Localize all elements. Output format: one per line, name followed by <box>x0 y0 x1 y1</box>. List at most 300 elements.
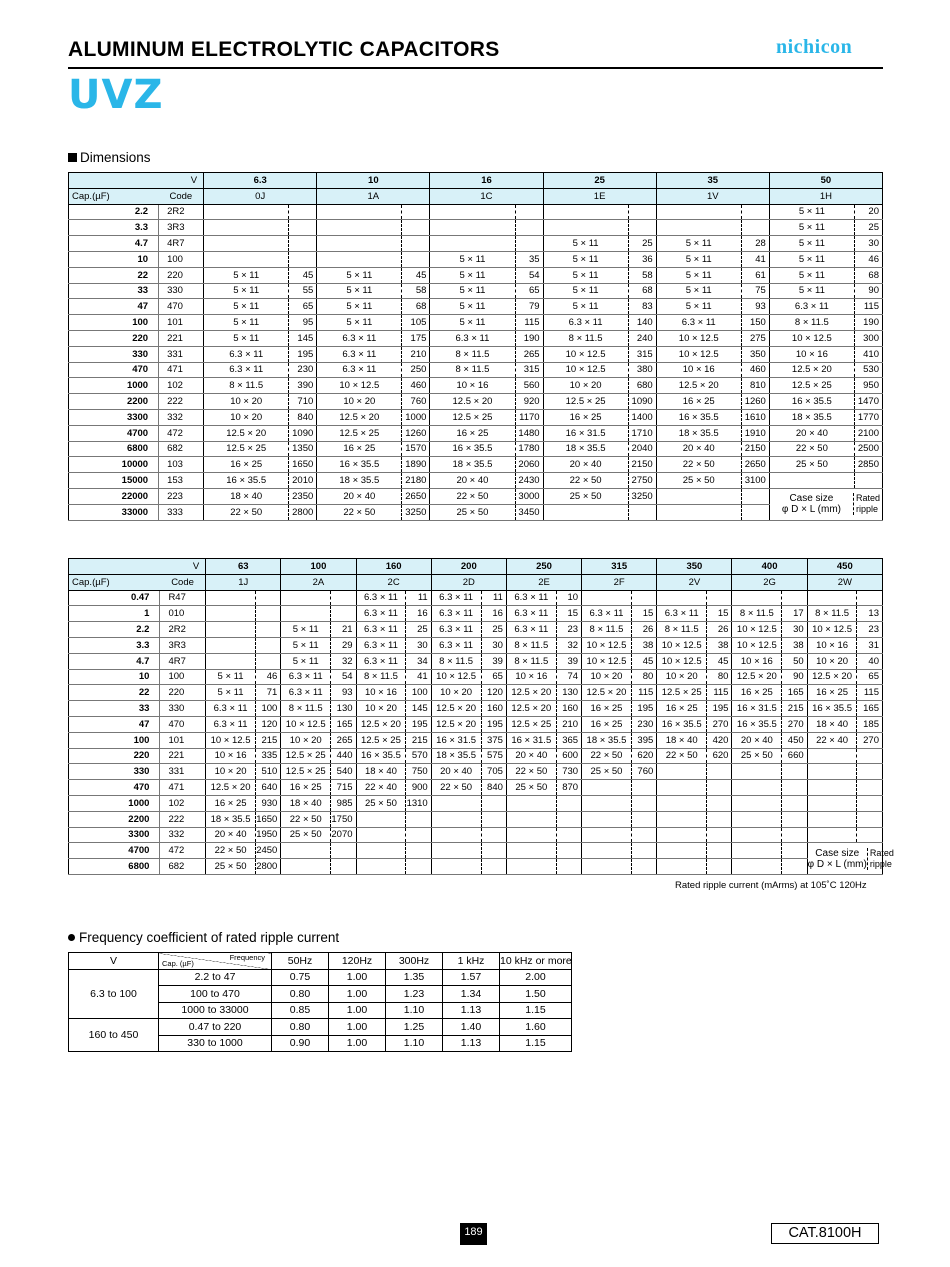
ripple-cell <box>631 811 656 827</box>
code-cell: 220 <box>159 267 204 283</box>
catalog-number: CAT.8100H <box>771 1223 879 1244</box>
case-size-cell <box>657 590 707 606</box>
case-size-cell: 10 × 20 <box>204 394 289 410</box>
case-size-cell <box>281 590 331 606</box>
case-size-cell: 5 × 11 <box>430 299 515 315</box>
code-cell: 010 <box>160 606 206 622</box>
ripple-cell <box>406 859 431 875</box>
ripple-cell: 2800 <box>255 859 280 875</box>
ripple-cell: 115 <box>707 685 732 701</box>
ripple-cell: 39 <box>556 653 581 669</box>
table-row <box>69 843 883 859</box>
case-size-cell <box>317 236 402 252</box>
ripple-cell: 1350 <box>289 441 317 457</box>
case-size-cell <box>204 204 289 220</box>
voltage-header: 450 <box>807 559 882 575</box>
case-size-cell: 10 × 20 <box>281 732 331 748</box>
freq-header: 120Hz <box>329 953 386 970</box>
case-size-cell: 5 × 11 <box>656 299 741 315</box>
capacitance-cell: 47 <box>69 299 159 315</box>
case-size-cell <box>657 827 707 843</box>
case-size-cell <box>769 473 854 489</box>
case-size-cell: 22 × 50 <box>204 504 289 520</box>
ripple-cell: 420 <box>707 732 732 748</box>
capacitance-cell: 10000 <box>69 457 159 473</box>
case-size-cell: 12.5 × 20 <box>769 362 854 378</box>
ripple-cell: 75 <box>741 283 769 299</box>
legend-case-label: Case size <box>815 847 860 859</box>
case-size-cell: 25 × 50 <box>543 488 628 504</box>
ripple-cell: 3450 <box>515 504 543 520</box>
voltage-range-cell: 160 to 450 <box>69 1019 159 1052</box>
case-size-cell: 16 × 31.5 <box>506 732 556 748</box>
ripple-cell: 39 <box>481 653 506 669</box>
case-size-cell: 16 × 31.5 <box>543 425 628 441</box>
ripple-cell: 575 <box>481 748 506 764</box>
case-size-cell <box>807 795 857 811</box>
case-size-cell <box>206 606 256 622</box>
table-row <box>69 780 883 796</box>
ripple-cell: 115 <box>631 685 656 701</box>
ripple-cell: 1710 <box>628 425 656 441</box>
ripple-cell: 38 <box>631 637 656 653</box>
ripple-cell <box>631 859 656 875</box>
case-size-cell: 18 × 40 <box>204 488 289 504</box>
capacitance-cell: 470 <box>69 780 160 796</box>
ripple-cell: 930 <box>255 795 280 811</box>
ripple-cell: 240 <box>628 330 656 346</box>
ripple-cell: 380 <box>628 362 656 378</box>
ripple-cell: 3250 <box>402 504 430 520</box>
case-size-cell <box>807 748 857 764</box>
voltage-code: 2E <box>506 574 581 590</box>
ripple-cell: 65 <box>481 669 506 685</box>
capacitance-cell: 22 <box>69 685 160 701</box>
case-size-cell: 18 × 40 <box>281 795 331 811</box>
table-row <box>69 409 883 425</box>
ripple-cell: 140 <box>628 315 656 331</box>
capacitance-cell: 330 <box>69 764 160 780</box>
capacitance-cell: 3.3 <box>69 637 160 653</box>
table-row <box>69 362 883 378</box>
ripple-cell: 13 <box>857 606 883 622</box>
case-size-cell <box>506 843 556 859</box>
ripple-cell: 195 <box>707 701 732 717</box>
case-size-cell <box>657 780 707 796</box>
case-size-cell: 20 × 40 <box>769 425 854 441</box>
ripple-cell <box>289 204 317 220</box>
code-cell: 332 <box>160 827 206 843</box>
ripple-cell: 640 <box>255 780 280 796</box>
ripple-cell: 2650 <box>741 457 769 473</box>
case-size-cell: 10 × 12.5 <box>317 378 402 394</box>
ripple-cell: 230 <box>289 362 317 378</box>
ripple-cell: 45 <box>631 653 656 669</box>
table-row <box>69 764 883 780</box>
voltage-header: 160 <box>356 559 431 575</box>
ripple-cell: 350 <box>741 346 769 362</box>
ripple-cell <box>255 637 280 653</box>
ripple-cell: 79 <box>515 299 543 315</box>
table-row <box>69 394 883 410</box>
ripple-cell <box>782 764 807 780</box>
case-size-cell: 8 × 11.5 <box>543 330 628 346</box>
table-row <box>69 315 883 331</box>
ripple-cell: 30 <box>481 637 506 653</box>
ripple-cell <box>406 811 431 827</box>
ripple-cell <box>331 843 356 859</box>
ripple-note: Rated ripple current (mArms) at 105˚C 120Hz <box>675 880 867 891</box>
cap-range-cell: 1000 to 33000 <box>159 1002 272 1019</box>
ripple-cell: 1090 <box>628 394 656 410</box>
ripple-cell: 165 <box>782 685 807 701</box>
case-size-cell: 12.5 × 25 <box>657 685 707 701</box>
ripple-cell <box>515 236 543 252</box>
ripple-cell <box>481 827 506 843</box>
ripple-cell: 2500 <box>854 441 882 457</box>
table-row <box>69 346 883 362</box>
code-cell: 472 <box>160 843 206 859</box>
case-size-cell <box>506 795 556 811</box>
code-cell: 101 <box>159 315 204 331</box>
case-size-cell: 22 × 50 <box>582 748 632 764</box>
table-row <box>69 299 883 315</box>
case-size-cell: 8 × 11.5 <box>506 653 556 669</box>
case-size-cell: 12.5 × 25 <box>317 425 402 441</box>
case-size-cell: 12.5 × 25 <box>543 394 628 410</box>
ripple-cell: 20 <box>854 204 882 220</box>
code-cell: 331 <box>160 764 206 780</box>
case-size-cell <box>656 488 741 504</box>
code-cell: 102 <box>160 795 206 811</box>
case-size-cell: 10 × 12.5 <box>431 669 481 685</box>
ripple-cell: 190 <box>515 330 543 346</box>
case-size-cell: 12.5 × 25 <box>430 409 515 425</box>
case-size-cell: 5 × 11 <box>281 653 331 669</box>
capacitance-cell: 22000 <box>69 488 159 504</box>
ripple-cell: 215 <box>406 732 431 748</box>
ripple-cell: 900 <box>406 780 431 796</box>
case-size-cell <box>657 843 707 859</box>
ripple-cell <box>707 859 732 875</box>
ripple-cell: 375 <box>481 732 506 748</box>
ripple-cell: 195 <box>481 716 506 732</box>
voltage-header: 250 <box>506 559 581 575</box>
coefficient-cell: 1.25 <box>386 1019 443 1036</box>
ripple-cell: 1610 <box>741 409 769 425</box>
case-size-cell: 6.3 × 11 <box>431 622 481 638</box>
ripple-cell: 120 <box>255 716 280 732</box>
ripple-cell: 1770 <box>854 409 882 425</box>
table-row <box>69 378 883 394</box>
freq-header: 10 kHz or more <box>500 953 572 970</box>
ripple-cell: 105 <box>402 315 430 331</box>
case-size-cell <box>543 220 628 236</box>
ripple-cell: 1260 <box>741 394 769 410</box>
ripple-cell <box>782 827 807 843</box>
case-size-cell <box>656 504 741 520</box>
case-size-cell: 8 × 11.5 <box>204 378 289 394</box>
ripple-cell: 93 <box>331 685 356 701</box>
case-size-cell: 8 × 11.5 <box>431 653 481 669</box>
ripple-cell: 1000 <box>402 409 430 425</box>
ripple-cell: 3000 <box>515 488 543 504</box>
case-size-cell: 5 × 11 <box>543 251 628 267</box>
legend-ripple <box>853 493 882 515</box>
case-size-cell: 10 × 20 <box>807 653 857 669</box>
case-size-cell: 6.3 × 11 <box>582 606 632 622</box>
case-size-legend <box>769 488 882 520</box>
ripple-cell: 25 <box>628 236 656 252</box>
table-row <box>69 251 883 267</box>
ripple-cell: 195 <box>289 346 317 362</box>
table-row <box>69 748 883 764</box>
case-size-cell <box>281 859 331 875</box>
case-size-cell: 10 × 12.5 <box>543 346 628 362</box>
case-size-cell <box>431 811 481 827</box>
capacitance-cell: 330 <box>69 346 159 362</box>
ripple-cell: 215 <box>255 732 280 748</box>
capacitance-cell: 4700 <box>69 425 159 441</box>
case-size-cell: 10 × 12.5 <box>657 653 707 669</box>
ripple-cell <box>331 859 356 875</box>
cap-range-cell: 0.47 to 220 <box>159 1019 272 1036</box>
ripple-cell: 190 <box>854 315 882 331</box>
ripple-cell: 315 <box>628 346 656 362</box>
ripple-cell <box>255 622 280 638</box>
case-size-cell: 12.5 × 25 <box>281 748 331 764</box>
ripple-cell: 3250 <box>628 488 656 504</box>
ripple-cell <box>628 204 656 220</box>
ripple-cell: 100 <box>255 701 280 717</box>
code-cell: 333 <box>159 504 204 520</box>
case-size-cell: 25 × 50 <box>206 859 256 875</box>
case-size-cell <box>281 606 331 622</box>
code-header-row <box>69 188 883 204</box>
ripple-cell: 41 <box>741 251 769 267</box>
ripple-cell: 38 <box>707 637 732 653</box>
voltage-code: 2A <box>281 574 356 590</box>
ripple-cell <box>628 504 656 520</box>
ripple-cell <box>741 220 769 236</box>
ripple-cell <box>707 827 732 843</box>
code-cell: 100 <box>159 251 204 267</box>
ripple-cell: 25 <box>854 220 882 236</box>
freq-row <box>69 969 572 986</box>
case-size-cell <box>582 859 632 875</box>
case-size-cell <box>356 843 406 859</box>
capacitance-cell: 3300 <box>69 409 159 425</box>
code-cell: 330 <box>159 283 204 299</box>
ripple-cell: 1570 <box>402 441 430 457</box>
ripple-cell: 31 <box>857 637 883 653</box>
capacitance-cell: 22 <box>69 267 159 283</box>
freq-header-row <box>69 953 572 970</box>
case-size-cell: 10 × 12.5 <box>543 362 628 378</box>
capacitance-cell: 220 <box>69 748 160 764</box>
capacitance-cell: 33 <box>69 701 160 717</box>
capacitance-cell: 100 <box>69 732 160 748</box>
case-size-cell: 22 × 50 <box>281 811 331 827</box>
case-size-cell: 25 × 50 <box>732 748 782 764</box>
ripple-cell: 265 <box>331 732 356 748</box>
capacitance-cell: 2200 <box>69 394 159 410</box>
case-size-cell: 12.5 × 20 <box>807 669 857 685</box>
ripple-cell: 74 <box>556 669 581 685</box>
table-row <box>69 267 883 283</box>
case-size-cell: 16 × 25 <box>543 409 628 425</box>
case-size-cell: 10 × 16 <box>656 362 741 378</box>
table-row <box>69 653 883 669</box>
case-size-cell: 5 × 11 <box>656 267 741 283</box>
case-size-cell: 20 × 40 <box>506 748 556 764</box>
case-size-cell: 6.3 × 11 <box>281 685 331 701</box>
ripple-cell: 130 <box>331 701 356 717</box>
ripple-cell: 1780 <box>515 441 543 457</box>
ripple-cell: 270 <box>707 716 732 732</box>
ripple-cell <box>515 220 543 236</box>
ripple-cell <box>782 795 807 811</box>
ripple-cell: 68 <box>628 283 656 299</box>
case-size-cell: 22 × 50 <box>431 780 481 796</box>
ripple-cell: 61 <box>741 267 769 283</box>
frequency-coefficient-table <box>68 952 572 1052</box>
table-row <box>69 637 883 653</box>
case-size-cell: 5 × 11 <box>430 315 515 331</box>
case-size-cell <box>317 220 402 236</box>
ripple-cell: 410 <box>854 346 882 362</box>
diag-frequency-label: Frequency <box>229 953 265 963</box>
coefficient-cell: 0.80 <box>272 986 329 1003</box>
legend-case-label: Case size <box>789 493 834 505</box>
case-size-cell: 5 × 11 <box>769 204 854 220</box>
case-size-cell <box>807 590 857 606</box>
ripple-cell <box>289 236 317 252</box>
case-size-cell: 6.3 × 11 <box>356 653 406 669</box>
code-cell: 221 <box>159 330 204 346</box>
coefficient-cell: 1.13 <box>443 1035 500 1052</box>
case-size-cell: 12.5 × 20 <box>430 394 515 410</box>
coefficient-cell: 1.60 <box>500 1019 572 1036</box>
table-row <box>69 811 883 827</box>
case-size-cell: 10 × 12.5 <box>206 732 256 748</box>
ripple-cell: 115 <box>854 299 882 315</box>
case-size-cell: 12.5 × 20 <box>506 685 556 701</box>
ripple-cell: 165 <box>857 701 883 717</box>
case-size-cell: 18 × 35.5 <box>430 457 515 473</box>
ripple-cell: 58 <box>628 267 656 283</box>
ripple-cell: 1470 <box>854 394 882 410</box>
voltage-code: 2D <box>431 574 506 590</box>
ripple-cell: 395 <box>631 732 656 748</box>
case-size-cell: 12.5 × 25 <box>281 764 331 780</box>
case-size-cell <box>656 204 741 220</box>
case-size-cell: 5 × 11 <box>656 251 741 267</box>
case-size-cell: 20 × 40 <box>732 732 782 748</box>
case-size-cell: 6.3 × 11 <box>206 701 256 717</box>
ripple-cell: 810 <box>741 378 769 394</box>
ripple-cell <box>707 795 732 811</box>
case-size-cell <box>281 843 331 859</box>
voltage-header-row <box>69 173 883 189</box>
ripple-cell: 65 <box>515 283 543 299</box>
case-size-cell: 5 × 11 <box>317 283 402 299</box>
ripple-cell: 15 <box>556 606 581 622</box>
case-size-cell <box>807 811 857 827</box>
voltage-header: 6.3 <box>204 173 317 189</box>
case-size-cell: 5 × 11 <box>769 251 854 267</box>
case-size-cell <box>204 220 289 236</box>
ripple-cell: 275 <box>741 330 769 346</box>
ripple-cell: 1910 <box>741 425 769 441</box>
ripple-cell: 11 <box>481 590 506 606</box>
case-size-cell <box>206 622 256 638</box>
code-cell: 332 <box>159 409 204 425</box>
ripple-cell: 1950 <box>255 827 280 843</box>
freq-row <box>69 1019 572 1036</box>
case-size-cell: 16 × 35.5 <box>356 748 406 764</box>
case-size-cell: 16 × 25 <box>206 795 256 811</box>
case-size-cell: 8 × 11.5 <box>356 669 406 685</box>
ripple-cell: 195 <box>631 701 656 717</box>
ripple-cell <box>782 780 807 796</box>
ripple-cell: 440 <box>331 748 356 764</box>
ripple-cell: 600 <box>556 748 581 764</box>
table-row <box>69 685 883 701</box>
ripple-cell: 175 <box>402 330 430 346</box>
case-size-cell: 12.5 × 25 <box>769 378 854 394</box>
case-size-cell <box>543 204 628 220</box>
voltage-range-cell: 6.3 to 100 <box>69 969 159 1019</box>
case-size-cell: 5 × 11 <box>204 330 289 346</box>
coefficient-cell: 0.85 <box>272 1002 329 1019</box>
freq-header: 300Hz <box>386 953 443 970</box>
ripple-cell: 130 <box>556 685 581 701</box>
ripple-cell: 50 <box>782 653 807 669</box>
legend-dxl-label: φ D × L (mm) <box>807 858 867 870</box>
table-row <box>69 457 883 473</box>
case-size-cell: 16 × 25 <box>582 716 632 732</box>
ripple-cell: 760 <box>631 764 656 780</box>
ripple-cell: 1650 <box>255 811 280 827</box>
case-size-cell <box>582 811 632 827</box>
ripple-cell: 46 <box>854 251 882 267</box>
legend-ripple-label: ripple <box>855 504 878 515</box>
ripple-cell <box>402 220 430 236</box>
case-size-cell: 6.3 × 11 <box>204 362 289 378</box>
ripple-cell: 270 <box>857 732 883 748</box>
case-size-cell <box>732 811 782 827</box>
voltage-code: 2W <box>807 574 882 590</box>
voltage-code: 2C <box>356 574 431 590</box>
case-size-cell: 16 × 25 <box>317 441 402 457</box>
coefficient-cell: 1.10 <box>386 1035 443 1052</box>
case-size-cell: 25 × 50 <box>769 457 854 473</box>
case-size-cell: 18 × 35.5 <box>582 732 632 748</box>
table-row <box>69 606 883 622</box>
code-cell: 682 <box>159 441 204 457</box>
case-size-cell: 10 × 16 <box>732 653 782 669</box>
freq-header: 1 kHz <box>443 953 500 970</box>
case-size-cell: 16 × 25 <box>732 685 782 701</box>
legend-box <box>770 493 882 515</box>
voltage-code: 1E <box>543 188 656 204</box>
code-cell: 220 <box>160 685 206 701</box>
case-size-cell: 10 × 20 <box>431 685 481 701</box>
case-size-cell: 6.3 × 11 <box>356 622 406 638</box>
case-size-cell: 6.3 × 11 <box>317 330 402 346</box>
voltage-header: 63 <box>206 559 281 575</box>
